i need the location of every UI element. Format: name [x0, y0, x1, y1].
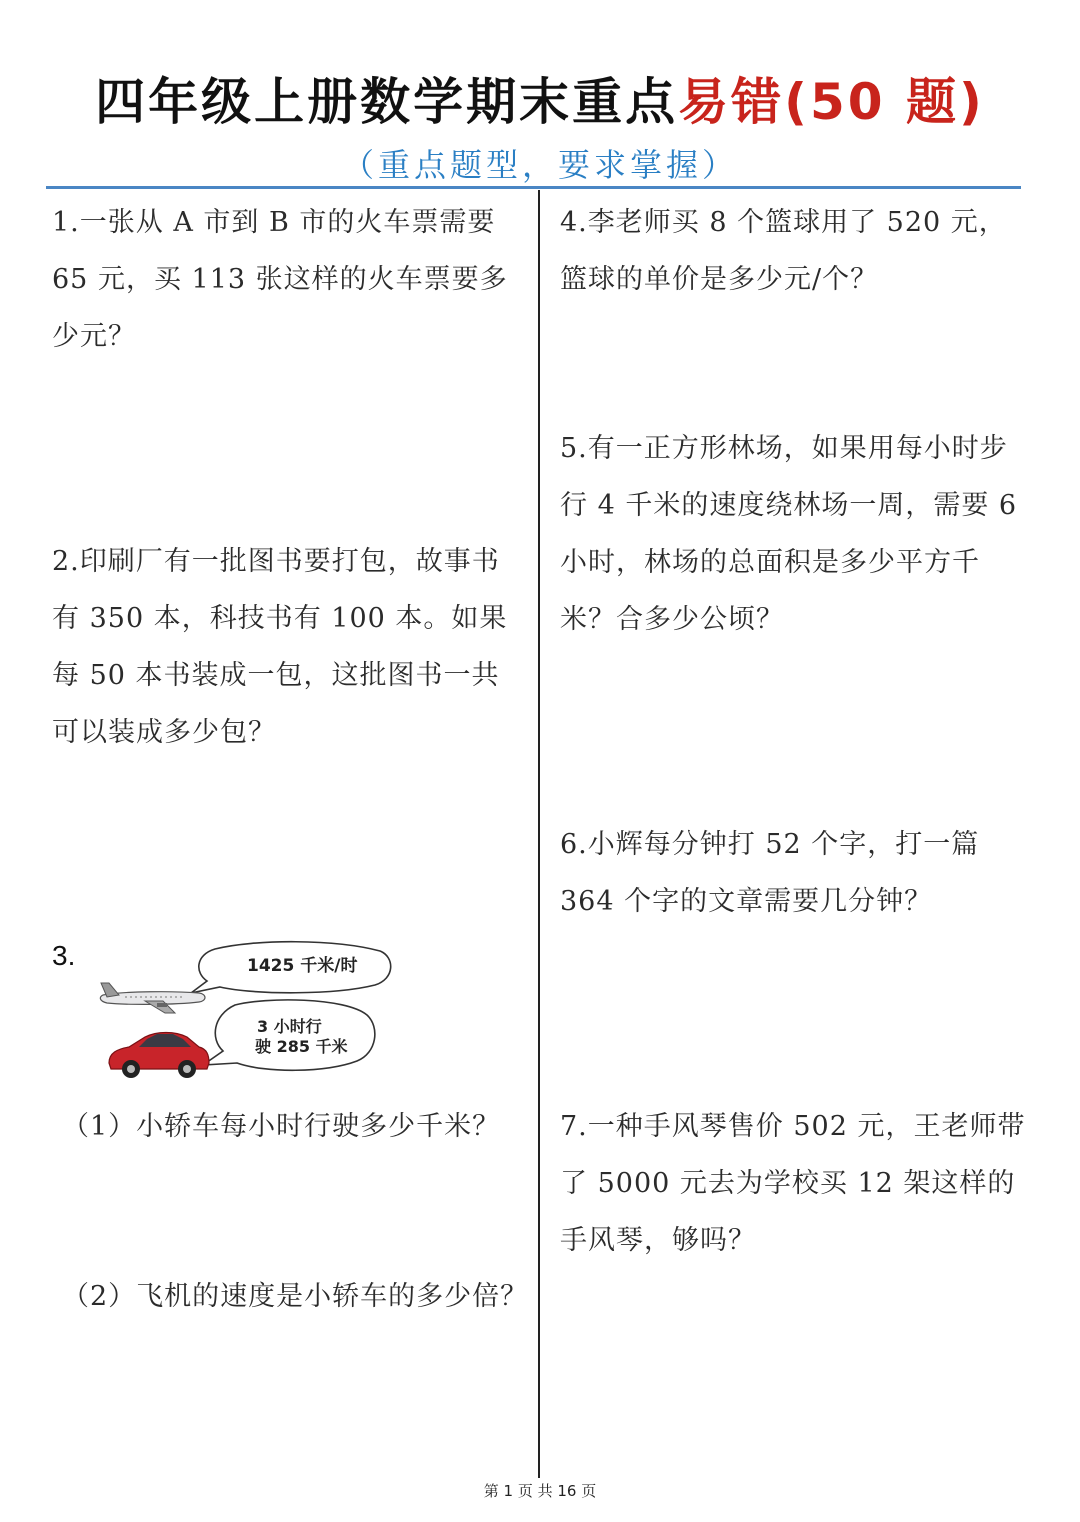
question-3-number: 3.: [52, 940, 76, 971]
title-highlight: 易错(50 题): [678, 73, 985, 131]
title-main: 四年级上册数学期末重点: [95, 73, 679, 131]
question-3-illustration: [95, 935, 405, 1085]
car-bubble-line2: 驶 285 千米: [255, 1037, 348, 1056]
question-5: 5.有一正方形林场，如果用每小时步行 4 千米的速度绕林场一周，需要 6 小时，林场的总面积是多少平方千米？合多少公顷？: [560, 433, 1018, 635]
question-7: 7.一种手风琴售价 502 元，王老师带了 5000 元去为学校买 12 架这样的手风琴，够吗？: [560, 1111, 1026, 1256]
column-divider: [538, 190, 540, 1478]
question-3-part-2: （2）飞机的速度是小轿车的多少倍？: [62, 1281, 529, 1312]
header-divider: [46, 186, 1021, 189]
question-4: 4.李老师买 8 个篮球用了 520 元，篮球的单价是多少元/个？: [560, 207, 1007, 295]
car-bubble-line1: 3 小时行: [257, 1017, 322, 1036]
question-1: 1.一张从 A 市到 B 市的火车票需要 65 元，买 113 张这样的火车票要多少元？: [52, 207, 508, 352]
page-subtitle: （重点题型，要求掌握）: [341, 146, 738, 184]
red-car-icon: [109, 1033, 209, 1079]
page-title: [0, 62, 1080, 134]
page-number-footer: 第 1 页 共 16 页: [483, 1482, 597, 1500]
question-3-part-1: （1）小轿车每小时行驶多少千米？: [62, 1111, 501, 1142]
question-6: 6.小辉每分钟打 52 个字，打一篇 364 个字的文章需要几分钟？: [560, 829, 980, 917]
airplane-icon: [100, 983, 205, 1013]
question-2: 2.印刷厂有一批图书要打包，故事书有 350 本，科技书有 100 本。如果每 50 本书装成一包，这批图书一共可以装成多少包？: [52, 546, 508, 748]
plane-speed-label: 1425 千米/时: [247, 956, 358, 976]
